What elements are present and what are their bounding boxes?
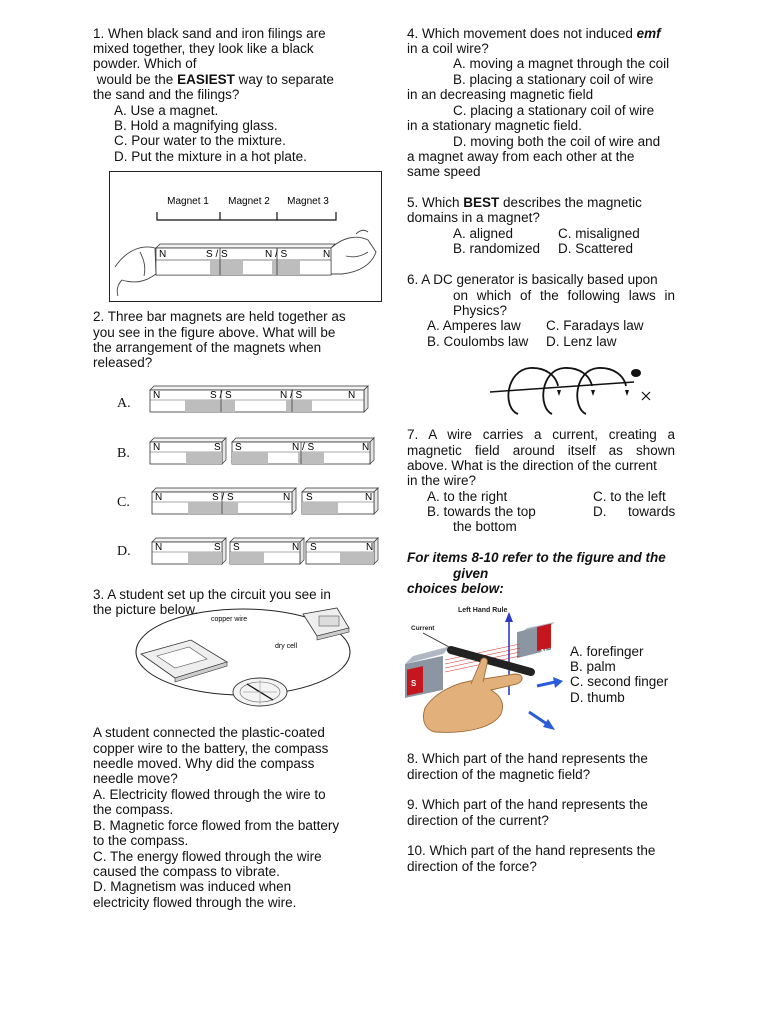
pole-label: N — [153, 442, 161, 453]
figure-wire-field — [488, 362, 658, 422]
q4-choice: A. moving a magnet through the coil — [453, 56, 670, 71]
items-instruction-line: given — [453, 566, 489, 581]
hand-choice: A. forefinger — [570, 644, 644, 659]
figure-left-hand-rule — [405, 600, 567, 742]
pole-label: N — [155, 542, 163, 553]
q10-line: direction of the force? — [407, 859, 537, 874]
q2-stem-line: you see in the figure above. What will be — [93, 325, 336, 340]
q7-stem-line: magnetic field around itself as shown — [407, 443, 675, 458]
pole-label: N — [323, 249, 331, 260]
q10-line: 10. Which part of the hand represents the — [407, 843, 656, 858]
q5-choice: C. misaligned — [558, 226, 640, 241]
q1-choice: B. Hold a magnifying glass. — [114, 118, 278, 133]
q7-stem-line: 7. A wire carries a current, creating a — [407, 427, 675, 442]
hand-choice: D. thumb — [570, 690, 625, 705]
items-instruction-line: choices below: — [407, 581, 504, 596]
q2-stem-line: released? — [93, 355, 153, 370]
pole-label: N / S — [280, 390, 303, 401]
pole-label: S / S — [206, 249, 228, 260]
q4-choice: B. placing a stationary coil of wire — [453, 72, 654, 87]
pole-label: N — [159, 249, 167, 260]
option-b-magnets — [148, 436, 378, 466]
pole-label: N — [362, 442, 370, 453]
q4-choice: C. placing a stationary coil of wire — [453, 103, 655, 118]
left-hand-rule-title: Left Hand Rule — [458, 607, 508, 614]
q1-stem-line: mixed together, they look like a black — [93, 41, 314, 56]
q6-stem-line: 6. A DC generator is basically based upon — [407, 272, 658, 287]
pole-label: S / S — [210, 390, 232, 401]
figure-circuit-compass — [135, 604, 360, 712]
items-instruction-line: For items 8-10 refer to the figure and the — [407, 550, 666, 565]
pole-label: N — [366, 542, 374, 553]
pole-label: N / S — [292, 442, 315, 453]
hand-choice: B. palm — [570, 659, 616, 674]
magnet-3-label: Magnet 3 — [287, 196, 329, 207]
pole-label: N — [292, 542, 300, 553]
figure-three-magnets — [109, 171, 382, 302]
right-arrow-icon — [553, 677, 563, 688]
hand-choice: C. second finger — [570, 674, 669, 689]
current-label: Current — [411, 625, 435, 632]
q3-choice: B. Magnetic force flowed from the battery — [93, 818, 340, 833]
option-a-letter: A. — [117, 396, 131, 411]
current-cross — [642, 392, 650, 400]
pole-label: S — [233, 542, 240, 553]
q1-choice: D. Put the mixture in a hot plate. — [114, 149, 307, 164]
pole-label: N — [155, 492, 163, 503]
q1-choice: C. Pour water to the mixture. — [114, 133, 286, 148]
q6-choice: B. Coulombs law — [427, 334, 529, 349]
pole-label: N — [348, 390, 356, 401]
q8-line: direction of the magnetic field? — [407, 767, 591, 782]
q3-choice: C. The energy flowed through the wire — [93, 849, 322, 864]
q4-choice: in an decreasing magnetic field — [407, 87, 594, 102]
q6-choice: A. Amperes law — [427, 318, 521, 333]
down-right-arrow-icon — [543, 719, 555, 730]
q4-choice: D. moving both the coil of wire and — [453, 134, 661, 149]
q7-choice: B. towards the top — [427, 504, 536, 519]
dry-cell-label: dry cell — [275, 643, 298, 650]
q4-choice: a magnet away from each other at the — [407, 149, 635, 164]
q3-stem-line: the picture below. — [93, 602, 199, 617]
q4-choice: same speed — [407, 164, 481, 179]
option-d-magnets — [150, 536, 380, 566]
q1-stem-line: 1. When black sand and iron filings are — [93, 26, 326, 41]
q8-line: 8. Which part of the hand represents the — [407, 751, 648, 766]
q5-stem-line: domains in a magnet? — [407, 210, 540, 225]
q7-stem-line: in the wire? — [407, 473, 477, 488]
q9-line: 9. Which part of the hand represents the — [407, 797, 648, 812]
q3-choice: D. Magnetism was induced when — [93, 879, 292, 894]
pole-label: S — [306, 492, 313, 503]
q3-choice: caused the compass to vibrate. — [93, 864, 280, 879]
pole-label: N — [153, 390, 161, 401]
pole-label: S — [214, 542, 221, 553]
q1-stem-line: would be the EASIEST way to separate — [93, 72, 334, 87]
q1-stem-line: the sand and the filings? — [93, 87, 240, 102]
magnet-1-label: Magnet 1 — [167, 196, 209, 207]
pole-label: S — [235, 442, 242, 453]
q7-choice: the bottom — [453, 519, 517, 534]
magnet-n-label: N — [541, 648, 547, 657]
q5-stem-line: 5. Which BEST describes the magnetic — [407, 195, 642, 210]
right-hand-sketch — [331, 230, 376, 274]
option-a-magnets — [148, 384, 370, 414]
q7-stem-line: above. What is the direction of the current — [407, 458, 657, 473]
q6-choice: C. Faradays law — [546, 318, 644, 333]
q3-body-line: needle move? — [93, 771, 178, 786]
q1-stem-line: powder. Which of — [93, 56, 197, 71]
q1-choice: A. Use a magnet. — [114, 103, 219, 118]
q3-body-line: needle moved. Why did the compass — [93, 756, 315, 771]
pole-label: N — [283, 492, 291, 503]
q3-choice: the compass. — [93, 802, 174, 817]
q6-choice: D. Lenz law — [546, 334, 617, 349]
q2-stem-line: the arrangement of the magnets when — [93, 340, 322, 355]
current-dot — [631, 369, 641, 377]
q3-choice: A. Electricity flowed through the wire to — [93, 787, 326, 802]
pole-label: N — [365, 492, 373, 503]
q4-stem-line: in a coil wire? — [407, 41, 489, 56]
q3-choice: electricity flowed through the wire. — [93, 895, 297, 910]
q3-stem-line: 3. A student set up the circuit you see in — [93, 587, 331, 602]
q6-stem-line: Physics? — [453, 303, 508, 318]
pole-label: S — [310, 542, 317, 553]
option-c-magnets — [150, 486, 380, 516]
q9-line: direction of the current? — [407, 813, 549, 828]
copper-wire-label: copper wire — [211, 616, 248, 623]
magnet-2-label: Magnet 2 — [228, 196, 270, 207]
q3-body-line: copper wire to the battery, the compass — [93, 741, 329, 756]
left-hand-sketch — [115, 247, 156, 296]
pole-label: S — [214, 442, 221, 453]
q2-stem-line: 2. Three bar magnets are held together as — [93, 309, 346, 324]
q4-choice: in a stationary magnetic field. — [407, 118, 582, 133]
compass-icon — [233, 678, 287, 706]
pole-label: S / S — [212, 492, 234, 503]
option-b-letter: B. — [117, 446, 130, 461]
pole-label: N / S — [265, 249, 288, 260]
q7-choice: D. — [593, 504, 607, 519]
q3-choice: to the compass. — [93, 833, 189, 848]
q5-choice: A. aligned — [453, 226, 514, 241]
q5-choice: D. Scattered — [558, 241, 634, 256]
q5-choice: B. randomized — [453, 241, 541, 256]
q3-body-line: A student connected the plastic-coated — [93, 725, 325, 740]
q7-choice: C. to the left — [593, 489, 666, 504]
option-c-letter: C. — [117, 495, 130, 510]
q4-stem-line: 4. Which movement does not induced emf — [407, 26, 661, 41]
q7-choice: towards — [628, 504, 676, 519]
q7-choice: A. to the right — [427, 489, 508, 504]
option-d-letter: D. — [117, 544, 131, 559]
q6-stem-line: on which of the following laws in — [453, 288, 675, 303]
magnet-s-label: S — [411, 679, 417, 688]
